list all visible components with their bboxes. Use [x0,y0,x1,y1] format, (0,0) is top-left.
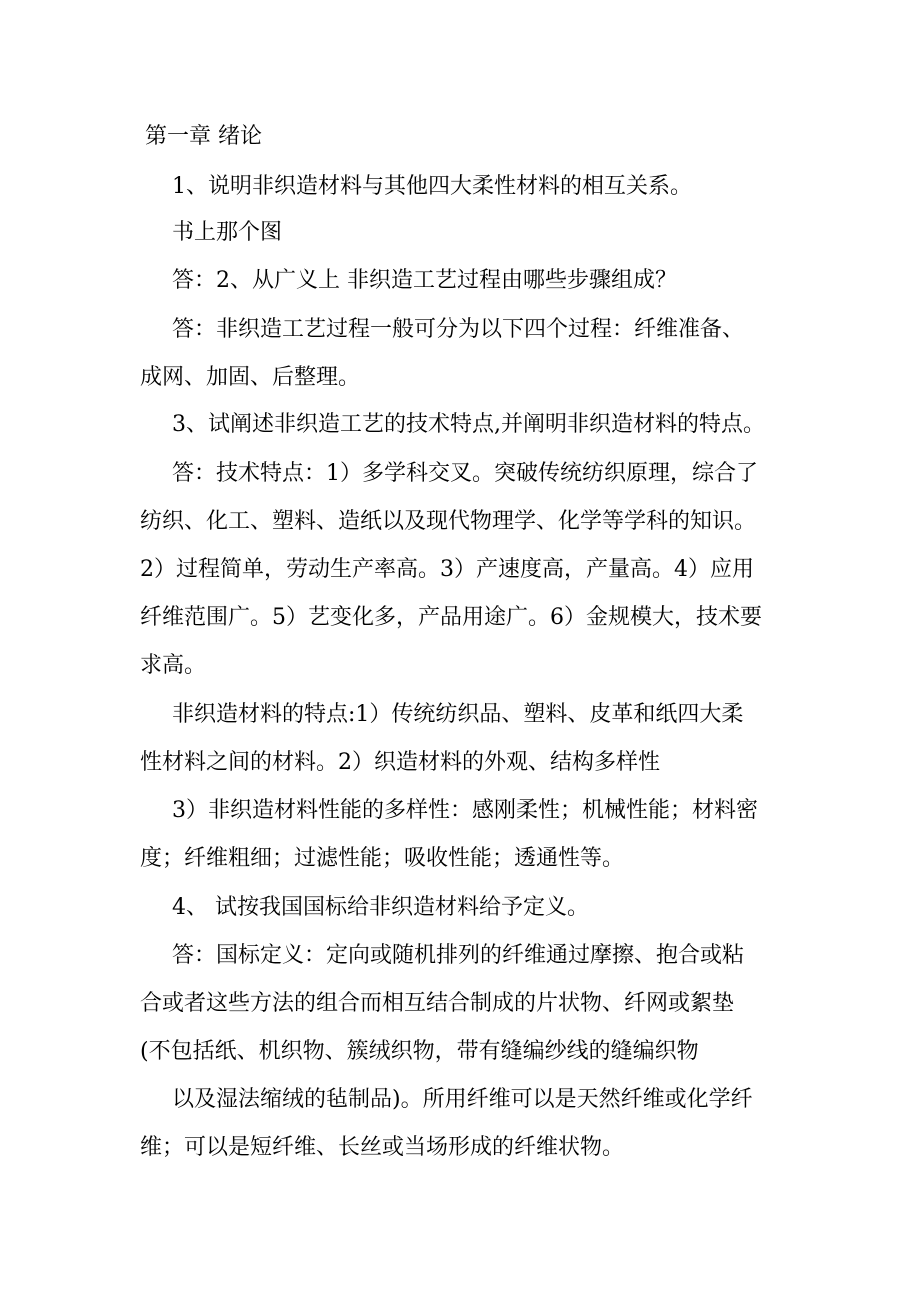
text-line: 书上那个图 [172,220,283,245]
text-line: 纺织、化工、塑料、造纸以及现代物理学、化学等学科的知识。 [140,509,757,534]
chapter-title: 第一章 绪论 [145,124,262,149]
text-line: 答：非织造工艺过程一般可分为以下四个过程：纤维准备、 [172,317,745,342]
text-line: (不包括纸、机织物、簇绒织物，带有缝编纱线的缝编织物 [140,1039,699,1064]
text-line: 性材料之间的材料。2）织造材料的外观、结构多样性 [140,750,660,775]
text-line: 4、 试按我国国标给非织造材料给予定义。 [172,895,589,920]
text-line: 2）过程简单，劳动生产率高。3）产速度高，产量高。4）应用 [140,557,754,582]
text-line: 非织造材料的特点:1）传统纺织品、塑料、皮革和纸四大柔 [172,702,744,727]
text-line: 纤维范围广。5）艺变化多，产品用途广。6）金规模大，技术要 [140,605,762,630]
text-line: 维；可以是短纤维、长丝或当场形成的纤维状物。 [140,1135,625,1160]
text-line: 成网、加固、后整理。 [140,365,361,390]
text-line: 3、试阐述非织造工艺的技术特点,并阐明非织造材料的特点。 [172,412,765,437]
text-line: 答：技术特点：1）多学科交叉。突破传统纺织原理，综合了 [172,461,758,486]
text-line: 合或者这些方法的组合而相互结合制成的片状物、纤网或絮垫 [140,991,735,1016]
text-line: 答：2、从广义上 非织造工艺过程由哪些步骤组成？ [172,268,677,293]
text-line: 以及湿法缩绒的毡制品)。所用纤维可以是天然纤维或化学纤 [172,1087,753,1112]
text-line: 答：国标定义：定向或随机排列的纤维通过摩擦、抱合或粘 [172,943,745,968]
text-line: 求高。 [140,653,207,678]
text-line: 1、说明非织造材料与其他四大柔性材料的相互关系。 [172,174,692,199]
text-line: 3）非织造材料性能的多样性：感刚柔性；机械性能；材料密 [172,798,758,823]
text-line: 度；纤维粗细；过滤性能；吸收性能；透通性等。 [140,846,625,871]
